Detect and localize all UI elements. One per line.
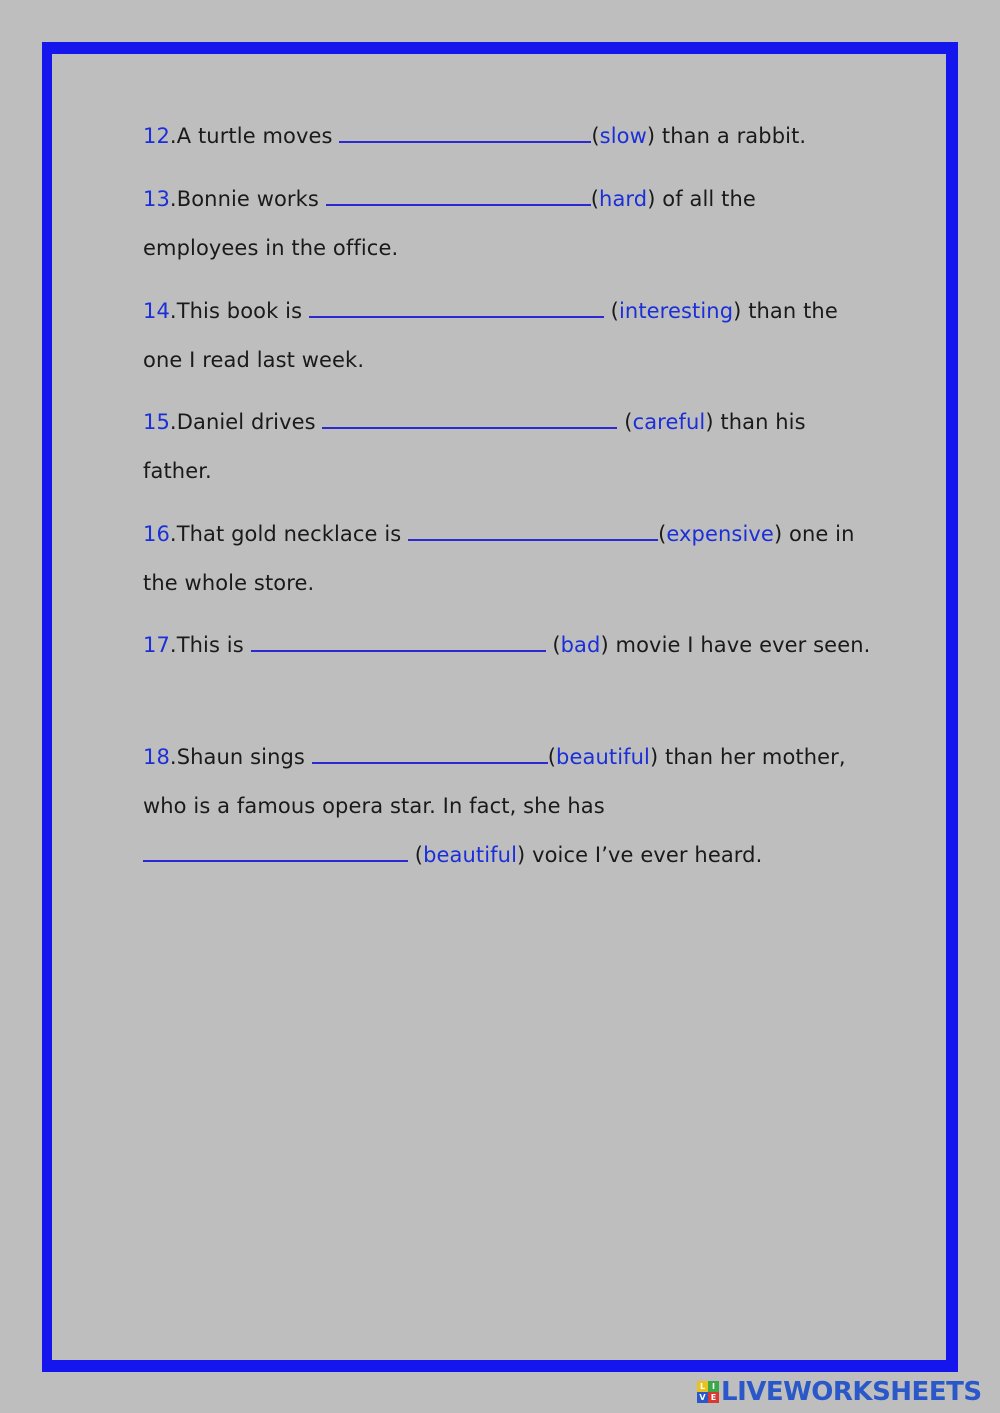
exercise-18: 18.Shaun sings (beautiful) than her mother, who is a famous opera star. In fact, she has (beautiful) voice I’ve ever heard. (143, 733, 873, 880)
paren-open: ( (591, 124, 600, 148)
hint-word: bad (560, 633, 601, 657)
hint-word: beautiful (556, 745, 650, 769)
exercise-number: 16 (143, 522, 170, 546)
exercise-number: 12 (143, 124, 170, 148)
logo-letter: V (697, 1392, 708, 1403)
paren-open: ( (408, 843, 424, 867)
exercise-text: Bonnie works (176, 187, 326, 211)
answer-blank[interactable] (143, 840, 408, 862)
logo-letter: I (708, 1381, 719, 1392)
paren-open: ( (545, 633, 561, 657)
exercise-number: 14 (143, 299, 170, 323)
exercise-text: ) one in the whole store. (143, 522, 855, 595)
paren-open: ( (603, 299, 619, 323)
exercise-13: 13.Bonnie works (hard) of all the employees in the office. (143, 175, 873, 273)
exercise-number: 18 (143, 745, 170, 769)
exercise-17: 17.This is (bad) movie I have ever seen. (143, 621, 873, 670)
exercise-text: ) than her mother, who is a famous opera star. In fact, she has (143, 745, 846, 818)
exercise-text: A turtle moves (176, 124, 340, 148)
hint-word: hard (599, 187, 648, 211)
exercise-text: That gold necklace is (176, 522, 409, 546)
exercise-number: 17 (143, 633, 170, 657)
hint-word: expensive (666, 522, 774, 546)
answer-blank[interactable] (309, 296, 604, 318)
answer-blank[interactable] (408, 519, 658, 541)
hint-word: careful (632, 410, 706, 434)
hint-word: beautiful (423, 843, 518, 867)
logo-text: LIVEWORKSHEETS (721, 1377, 982, 1407)
exercise-text: ) of all the employees in the office. (143, 187, 756, 260)
logo-letter: E (708, 1392, 719, 1403)
exercise-text: ) movie I have ever seen. (600, 633, 871, 657)
exercise-12: 12.A turtle moves (slow) than a rabbit. (143, 112, 873, 161)
exercise-text: Daniel drives (176, 410, 323, 434)
exercise-text: This is (176, 633, 251, 657)
exercise-text: This book is (176, 299, 309, 323)
exercise-number: 15 (143, 410, 170, 434)
paren-open: ( (658, 522, 667, 546)
hint-word: slow (599, 124, 647, 148)
exercise-text: Shaun sings (176, 745, 312, 769)
exercise-number: 13 (143, 187, 170, 211)
exercise-text: ) than a rabbit. (646, 124, 807, 148)
hint-word: interesting (618, 299, 734, 323)
paren-open: ( (590, 187, 600, 211)
logo-mark-icon (697, 1381, 719, 1403)
answer-blank[interactable] (322, 407, 617, 429)
answer-blank[interactable] (326, 184, 591, 206)
liveworksheets-logo (697, 1376, 982, 1408)
logo-letter: L (697, 1381, 708, 1392)
exercise-text: ) than the one I read last week. (143, 299, 838, 372)
answer-blank[interactable] (251, 630, 546, 652)
paren-open: ( (617, 410, 633, 434)
exercise-15: 15.Daniel drives (careful) than his father. (143, 398, 873, 496)
paren-open: ( (547, 745, 557, 769)
answer-blank[interactable] (312, 742, 548, 764)
answer-blank[interactable] (339, 121, 591, 143)
exercise-text: ) than his father. (143, 410, 806, 483)
exercise-14: 14.This book is (interesting) than the one I read last week. (143, 287, 873, 385)
exercise-text: ) voice I’ve ever heard. (517, 843, 763, 867)
exercise-16: 16.That gold necklace is (expensive) one in the whole store. (143, 510, 873, 608)
